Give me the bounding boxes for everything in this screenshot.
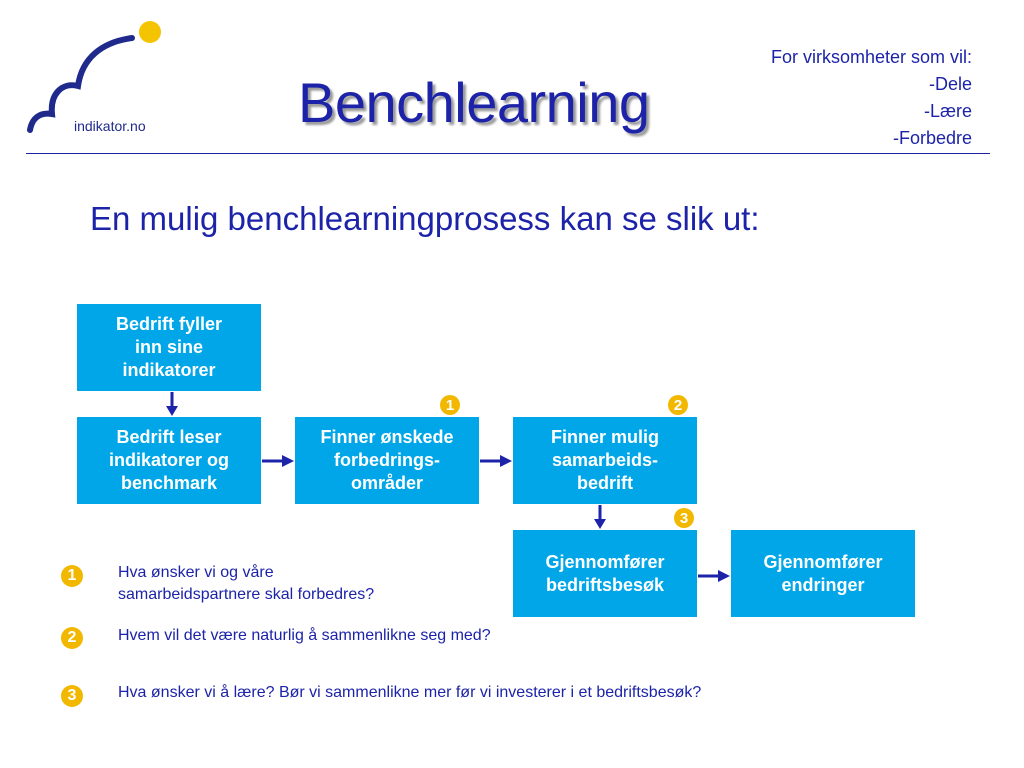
arrow-right-icon — [262, 453, 296, 469]
step-label: Gjennomfører bedriftsbesøk — [545, 551, 665, 595]
step-company-visit — [513, 530, 697, 617]
step-label: Gjennomfører endringer — [763, 551, 883, 595]
arrow-right-icon — [480, 453, 514, 469]
arrow-down-icon — [164, 392, 180, 418]
step-label: Finner mulig samarbeids- bedrift — [551, 427, 659, 493]
step-label: Bedrift fyller inn sine indikatorer — [115, 314, 223, 380]
arrow-down-icon — [592, 505, 608, 531]
question-text: Hvem vil det være naturlig å sammenlikne seg med? — [118, 627, 491, 644]
arrow-right-icon — [698, 568, 732, 584]
sun-icon — [139, 21, 161, 43]
tagline-line: -Forbedre — [892, 128, 972, 148]
step-label: Finner ønskede forbedrings- områder — [320, 427, 454, 493]
header-divider — [26, 153, 990, 154]
question-number-badge: 3 — [61, 685, 83, 707]
indikator-logo — [20, 14, 170, 134]
subtitle: En mulig benchlearningprosess kan se slik ut: — [90, 200, 760, 237]
step-implement-changes — [731, 530, 915, 617]
page-title: Benchlearning — [298, 71, 650, 134]
tagline — [771, 44, 972, 152]
marker-badge: 1 — [440, 395, 460, 415]
question-number-badge: 1 — [61, 565, 83, 587]
step-find-partner — [513, 417, 697, 504]
question-number-badge: 2 — [61, 627, 83, 649]
step-label: Bedrift leser indikatorer og benchmark — [108, 427, 229, 493]
arc-icon — [30, 38, 132, 130]
tagline-line: -Lære — [923, 101, 972, 121]
question-text: Hva ønsker vi å lære? Bør vi sammenlikne mer før vi investerer i et bedriftsbesøk? — [118, 684, 702, 701]
tagline-line: -Dele — [928, 74, 972, 94]
marker-badge: 2 — [668, 395, 688, 415]
step-find-improvement-areas — [295, 417, 479, 504]
question-text: Hva ønsker vi og våre samarbeidspartnere skal forbedres? — [118, 564, 375, 603]
step-fill-indicators — [77, 304, 261, 391]
step-read-benchmark — [77, 417, 261, 504]
logo-text: indikator.no — [74, 118, 146, 134]
marker-badge: 3 — [674, 508, 694, 528]
tagline-line: For virksomheter som vil: — [770, 47, 972, 67]
